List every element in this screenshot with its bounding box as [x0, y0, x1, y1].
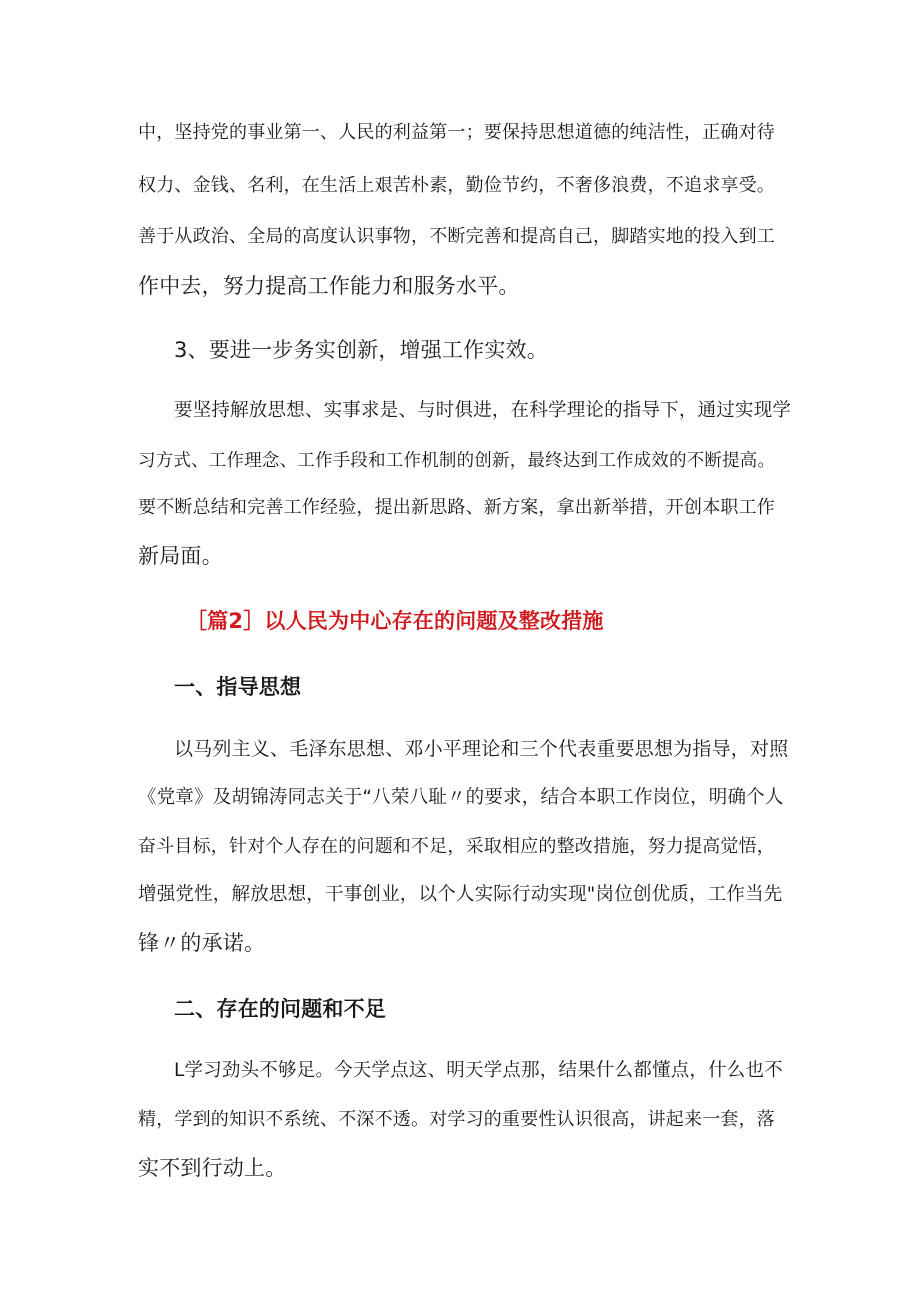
- paragraph-line: 要坚持解放思想、实事求是、与时俱进，在科学理论的指导下，通过实现学: [174, 400, 792, 421]
- paragraph-line: 要不断总结和完善工作经验，提出新思路、新方案，拿出新举措，开创本职工作: [138, 497, 775, 518]
- paragraph-line: 实不到行动上。: [138, 1156, 287, 1180]
- paragraph-line: 习方式、工作理念、工作手段和工作机制的创新，最终达到工作成效的不断提高。: [138, 451, 776, 471]
- paragraph-line: 中，坚持党的事业第一、人民的利益第一；要保持思想道德的纯洁性，正确对待: [138, 122, 775, 143]
- paragraph-line: 权力、金钱、名利，在生活上艰苦朴素，勤俭节约，不奢侈浪费，不追求享受。: [138, 175, 775, 196]
- paragraph-line: 锋〃的承诺。: [138, 931, 266, 955]
- section-heading: 一、指导思想: [174, 675, 302, 699]
- paragraph-line: 奋斗目标，针对个人存在的问题和不足，采取相应的整改措施，努力提高觉悟，: [138, 836, 775, 857]
- paragraph-line: 以马列主义、毛泽东思想、邓小平理论和三个代表重要思想为指导，对照: [174, 738, 789, 760]
- subheading-line: 3、要进一步务实创新，增强工作实效。: [174, 338, 548, 362]
- paragraph-line: 善于从政治、全局的高度认识事物，不断完善和提高自己，脚踏实地的投入到工: [138, 226, 775, 247]
- paragraph-line: 精，学到的知识不系统、不深不透。对学习的重要性认识很高，讲起来一套，落: [138, 1109, 775, 1130]
- paragraph-line: 作中去，努力提高工作能力和服务水平。: [138, 274, 520, 298]
- paragraph-line: 增强党性，解放思想，干事创业，以个人实际行动实现"岗位创优质，工作当先: [138, 884, 783, 905]
- paragraph-line: 《党章》及胡锦涛同志关于“八荣八耻〃的要求，结合本职工作岗位，明确个人: [138, 787, 784, 808]
- paragraph-line: 新局面。: [138, 544, 223, 568]
- paragraph-line: L学习劲头不够足。今天学点这、明天学点那，结果什么都懂点，什么也不: [174, 1060, 783, 1081]
- section-title: ［篇2］以人民为中心存在的问题及整改措施: [186, 609, 604, 633]
- section-heading: 二、存在的问题和不足: [174, 997, 386, 1021]
